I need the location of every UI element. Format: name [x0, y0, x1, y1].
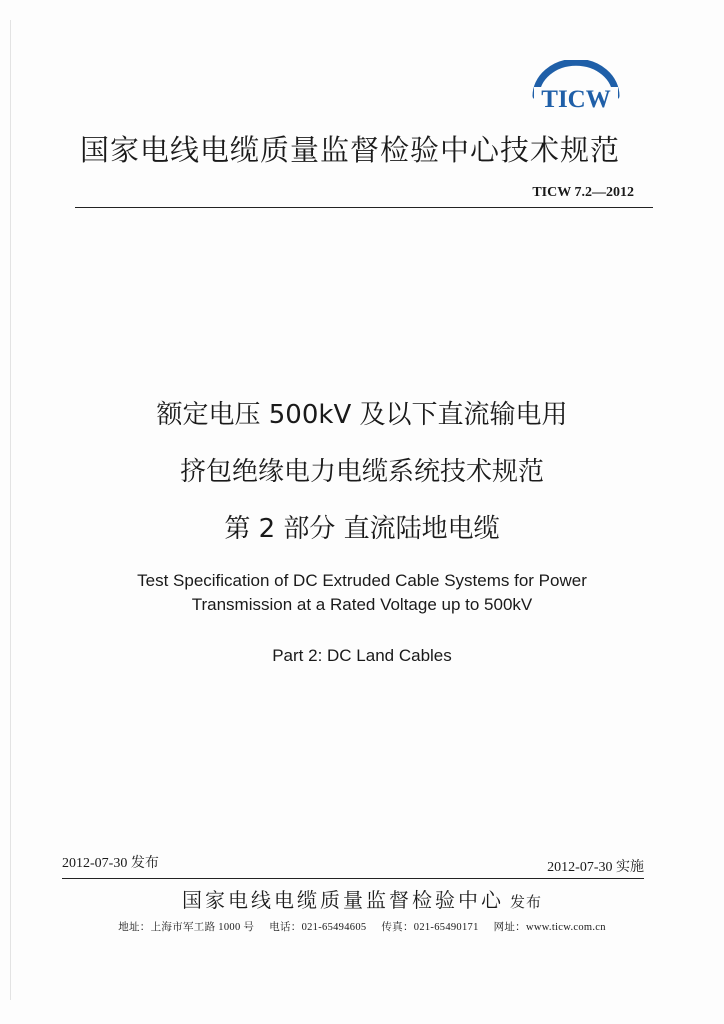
address-text: 地址：上海市军工路 1000 号 — [118, 922, 255, 933]
website-text: 网址：www.ticw.com.cn — [493, 922, 606, 933]
header-rule — [75, 207, 653, 208]
footer-organization — [0, 884, 724, 913]
logo-text: TICW — [541, 86, 611, 113]
ticw-logo — [528, 60, 624, 122]
title-cn-part: 第 2 部分 直流陆地电缆 — [224, 514, 500, 544]
fax-text: 传真：021-65490171 — [381, 922, 479, 933]
effective-date: 2012-07-30 实施 — [547, 860, 644, 875]
phone-text: 电话：021-65494605 — [269, 922, 367, 933]
title-cn-line2: 挤包绝缘电力电缆系统技术规范 — [179, 457, 544, 487]
title-en-part: Part 2: DC Land Cables — [272, 646, 452, 665]
footer-rule — [62, 878, 644, 879]
title-en-line1: Test Specification of DC Extruded Cable Systems for Power — [137, 571, 587, 590]
standard-code: TICW 7.2—2012 — [532, 185, 634, 200]
contact-line — [0, 919, 724, 934]
title-cn-line1: 额定电压 500kV 及以下直流输电用 — [156, 400, 568, 430]
title-en-line2: Transmission at a Rated Voltage up to 500kV — [191, 595, 533, 614]
footer-org-name: 国家电线电缆质量监督检验中心 — [181, 888, 504, 912]
org-standard-title: 国家电线电缆质量监督检验中心技术规范 — [80, 133, 621, 167]
footer-publish-label: 发布 — [509, 893, 542, 911]
publish-date: 2012-07-30 发布 — [62, 856, 159, 871]
